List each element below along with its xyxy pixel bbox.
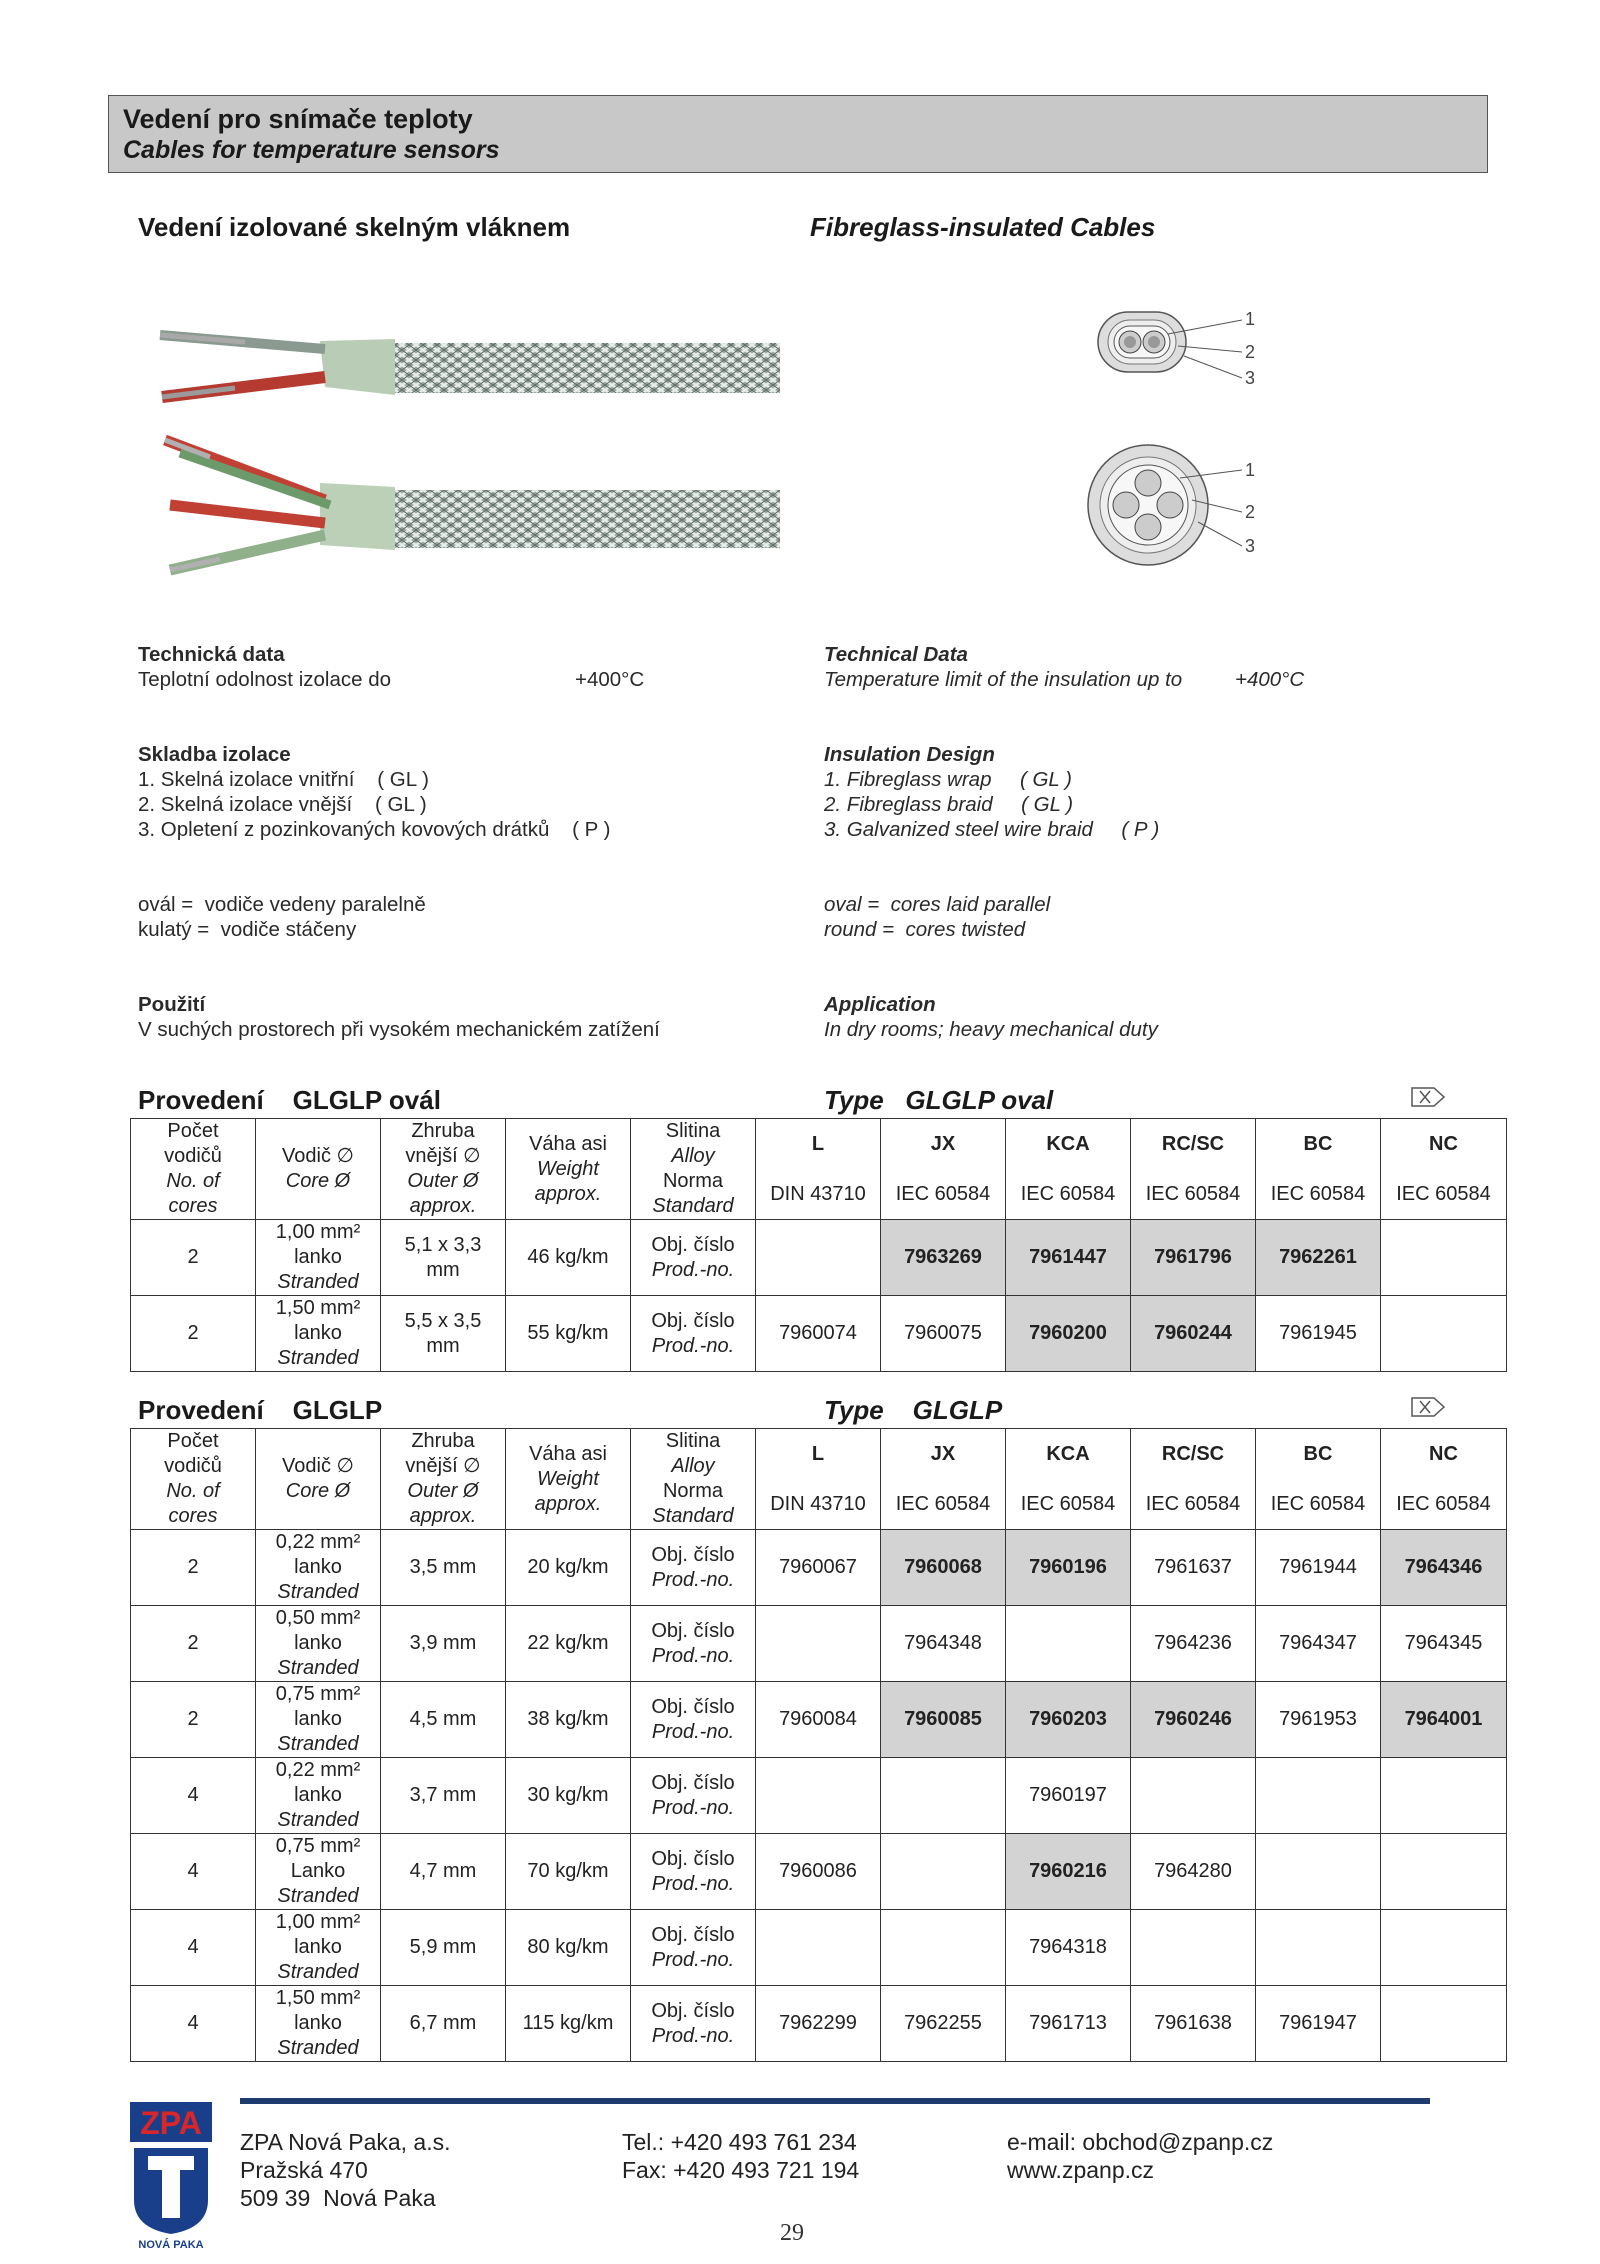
core-stranded: Stranded bbox=[277, 1657, 359, 1679]
header-cores-en: No. of bbox=[166, 1170, 220, 1192]
table2-title-en: Type GLGLP bbox=[824, 1395, 1003, 1425]
oval-label-3: 3 bbox=[1245, 368, 1256, 388]
prod-label: Prod.-no. bbox=[651, 1258, 735, 1281]
header-cores-cz: Počet bbox=[167, 1430, 219, 1452]
header-alloy-code: L bbox=[756, 1429, 881, 1480]
product-code-cell bbox=[1256, 1910, 1381, 1986]
product-code-cell: 7961713 bbox=[1006, 1986, 1131, 2062]
header-standard-code: DIN 43710 bbox=[756, 1169, 881, 1220]
core-lanko: Lanko bbox=[290, 1860, 346, 1882]
product-code-cell: 7960085 bbox=[881, 1682, 1006, 1758]
cell-prodno bbox=[631, 1758, 756, 1834]
cell-prodno bbox=[631, 1220, 756, 1296]
cell-cores: 4 bbox=[131, 1910, 256, 1986]
table-row bbox=[131, 1986, 1507, 2062]
core-lanko: lanko bbox=[294, 1246, 342, 1268]
core-section: 0,75 mm² bbox=[275, 1835, 361, 1857]
round-label-2: 2 bbox=[1245, 502, 1256, 522]
footer-divider bbox=[240, 2098, 1430, 2104]
cable-symbol-icon bbox=[1410, 1396, 1446, 1418]
header-standard-cz: Norma bbox=[662, 1170, 723, 1192]
tech-temp-label-cz: Teplotní odolnost izolace do bbox=[138, 668, 392, 691]
shape-oval-cz: ovál = vodiče vedeny paralelně bbox=[138, 893, 426, 916]
core-lanko: lanko bbox=[294, 1556, 342, 1578]
product-code-cell bbox=[1381, 1834, 1507, 1910]
cell-cores: 4 bbox=[131, 1834, 256, 1910]
core-stranded: Stranded bbox=[277, 1347, 359, 1369]
product-code-cell: 7961944 bbox=[1256, 1530, 1381, 1606]
header-core-cz: Vodič ∅ bbox=[282, 1455, 354, 1477]
product-code-cell bbox=[1131, 1910, 1256, 1986]
product-code-cell bbox=[1381, 1296, 1507, 1372]
header-core bbox=[256, 1429, 381, 1530]
footer-tel: Tel.: +420 493 761 234 bbox=[622, 2129, 857, 2155]
header-alloy-cz: Slitina bbox=[665, 1120, 721, 1142]
product-code-cell: 7964318 bbox=[1006, 1910, 1131, 1986]
insulation-item-en: 3. Galvanized steel wire braid ( P ) bbox=[824, 818, 1160, 841]
cable-photo bbox=[150, 305, 780, 595]
product-code-cell bbox=[1131, 1758, 1256, 1834]
header-alloy-code: JX bbox=[881, 1119, 1006, 1170]
round-cable bbox=[165, 440, 780, 570]
product-code-cell: 7961947 bbox=[1256, 1986, 1381, 2062]
header-cores-en: cores bbox=[168, 1195, 218, 1217]
cell-core-section bbox=[256, 1834, 381, 1910]
header-standard-code: IEC 60584 bbox=[881, 1479, 1006, 1530]
cell-cores: 2 bbox=[131, 1530, 256, 1606]
cell-prodno bbox=[631, 1606, 756, 1682]
product-code-cell: 7961796 bbox=[1131, 1220, 1256, 1296]
tech-heading-en: Technical Data bbox=[824, 643, 968, 666]
cell-weight: 115 kg/km bbox=[506, 1986, 631, 2062]
prod-label: Prod.-no. bbox=[651, 1644, 735, 1667]
footer-fax: Fax: +420 493 721 194 bbox=[622, 2157, 860, 2183]
product-code-cell bbox=[881, 1834, 1006, 1910]
cell-weight: 20 kg/km bbox=[506, 1530, 631, 1606]
product-code-cell bbox=[756, 1910, 881, 1986]
product-code-cell: 7960200 bbox=[1006, 1296, 1131, 1372]
shape-oval-en: oval = cores laid parallel bbox=[824, 893, 1051, 916]
oval-cable bbox=[160, 335, 780, 397]
header-alloy-code: RC/SC bbox=[1131, 1119, 1256, 1170]
header-core-cz: Vodič ∅ bbox=[282, 1145, 354, 1167]
insulation-item-en: 2. Fibreglass braid ( GL ) bbox=[824, 793, 1074, 816]
table-row bbox=[131, 1606, 1507, 1682]
application-text-cz: V suchých prostorech při vysokém mechanickém zatížení bbox=[138, 1018, 660, 1041]
table1-title-en: Type GLGLP oval bbox=[824, 1085, 1054, 1115]
header-cores-cz: vodičů bbox=[164, 1455, 222, 1477]
header-cores bbox=[131, 1119, 256, 1220]
header-alloy-code: KCA bbox=[1006, 1429, 1131, 1480]
product-code-cell bbox=[1006, 1606, 1131, 1682]
core-section: 1,00 mm² bbox=[275, 1221, 361, 1243]
table-row bbox=[131, 1530, 1507, 1606]
round-label-1: 1 bbox=[1245, 460, 1256, 480]
cell-core-section bbox=[256, 1220, 381, 1296]
cell-outer: 5,5 x 3,5 mm bbox=[381, 1296, 506, 1372]
product-code-cell: 7962255 bbox=[881, 1986, 1006, 2062]
header-weight bbox=[506, 1119, 631, 1220]
cell-core-section bbox=[256, 1910, 381, 1986]
table-row bbox=[131, 1758, 1507, 1834]
insulation-item-cz: 1. Skelná izolace vnitřní ( GL ) bbox=[138, 768, 429, 791]
product-code-cell bbox=[1381, 1910, 1507, 1986]
product-code-cell: 7960197 bbox=[1006, 1758, 1131, 1834]
cell-weight: 70 kg/km bbox=[506, 1834, 631, 1910]
cell-outer: 3,7 mm bbox=[381, 1758, 506, 1834]
product-code-cell: 7963269 bbox=[881, 1220, 1006, 1296]
core-section: 0,75 mm² bbox=[275, 1683, 361, 1705]
cell-core-section bbox=[256, 1758, 381, 1834]
product-code-cell: 7960216 bbox=[1006, 1834, 1131, 1910]
product-code-cell: 7964345 bbox=[1381, 1606, 1507, 1682]
product-code-cell: 7960244 bbox=[1131, 1296, 1256, 1372]
footer-city: 509 39 Nová Paka bbox=[240, 2185, 436, 2211]
product-code-cell: 7964001 bbox=[1381, 1682, 1507, 1758]
application-heading-en: Application bbox=[824, 993, 936, 1016]
product-code-cell: 7962261 bbox=[1256, 1220, 1381, 1296]
obj-label: Obj. číslo bbox=[651, 1923, 735, 1946]
obj-label: Obj. číslo bbox=[651, 1771, 735, 1794]
product-code-cell: 7961447 bbox=[1006, 1220, 1131, 1296]
obj-label: Obj. číslo bbox=[651, 1233, 735, 1256]
header-title-en: Cables for temperature sensors bbox=[123, 136, 500, 164]
cell-weight: 80 kg/km bbox=[506, 1910, 631, 1986]
core-stranded: Stranded bbox=[277, 2037, 359, 2059]
header-alloy-en: Alloy bbox=[671, 1145, 715, 1167]
header-weight-cz: Váha asi bbox=[529, 1132, 607, 1155]
core-lanko: lanko bbox=[294, 1322, 342, 1344]
table-header-row bbox=[131, 1119, 1507, 1170]
prod-label: Prod.-no. bbox=[651, 1948, 735, 1971]
obj-label: Obj. číslo bbox=[651, 1847, 735, 1870]
logo-subtext: NOVÁ PAKA bbox=[138, 2239, 204, 2250]
core-stranded: Stranded bbox=[277, 1733, 359, 1755]
core-stranded: Stranded bbox=[277, 1581, 359, 1603]
header-alloy bbox=[631, 1119, 756, 1220]
header-outer-cz: vnější ∅ bbox=[405, 1455, 481, 1477]
core-section: 0,50 mm² bbox=[275, 1607, 361, 1629]
prod-label: Prod.-no. bbox=[651, 2024, 735, 2047]
obj-label: Obj. číslo bbox=[651, 1543, 735, 1566]
cell-weight: 30 kg/km bbox=[506, 1758, 631, 1834]
product-code-cell: 7960075 bbox=[881, 1296, 1006, 1372]
product-code-cell: 7964280 bbox=[1131, 1834, 1256, 1910]
insulation-item-cz: 2. Skelná izolace vnější ( GL ) bbox=[138, 793, 427, 816]
table-row bbox=[131, 1682, 1507, 1758]
header-outer-cz: vnější ∅ bbox=[405, 1145, 481, 1167]
core-stranded: Stranded bbox=[277, 1961, 359, 1983]
footer-email[interactable]: e-mail: obchod@zpanp.cz bbox=[1007, 2129, 1274, 2155]
core-lanko: lanko bbox=[294, 1708, 342, 1730]
zpa-logo bbox=[128, 2100, 214, 2250]
core-lanko: lanko bbox=[294, 1784, 342, 1806]
cell-cores: 2 bbox=[131, 1682, 256, 1758]
logo-text: ZPA bbox=[140, 2105, 202, 2141]
product-code-cell bbox=[756, 1758, 881, 1834]
application-heading-cz: Použití bbox=[138, 993, 206, 1016]
core-stranded: Stranded bbox=[277, 1271, 359, 1293]
shape-round-cz: kulatý = vodiče stáčeny bbox=[138, 918, 357, 941]
product-code-cell bbox=[756, 1606, 881, 1682]
product-code-cell: 7960067 bbox=[756, 1530, 881, 1606]
product-code-cell: 7960068 bbox=[881, 1530, 1006, 1606]
product-code-cell: 7960084 bbox=[756, 1682, 881, 1758]
cell-weight: 55 kg/km bbox=[506, 1296, 631, 1372]
oval-label-1: 1 bbox=[1245, 309, 1256, 329]
header-weight-cz: Váha asi bbox=[529, 1442, 607, 1465]
table1-title-cz: Provedení GLGLP ovál bbox=[138, 1085, 441, 1115]
page-number: 29 bbox=[780, 2220, 804, 2246]
product-code-cell: 7964347 bbox=[1256, 1606, 1381, 1682]
cell-prodno bbox=[631, 1986, 756, 2062]
table1 bbox=[130, 1118, 1507, 1372]
tech-temp-value-cz: +400°C bbox=[575, 668, 645, 691]
cell-cores: 4 bbox=[131, 1758, 256, 1834]
core-lanko: lanko bbox=[294, 1936, 342, 1958]
obj-label: Obj. číslo bbox=[651, 1619, 735, 1642]
table2-title-cz: Provedení GLGLP bbox=[138, 1395, 383, 1425]
header-weight bbox=[506, 1429, 631, 1530]
header-cores-cz: Počet bbox=[167, 1120, 219, 1142]
product-code-cell bbox=[1256, 1758, 1381, 1834]
product-code-cell: 7960203 bbox=[1006, 1682, 1131, 1758]
table-row bbox=[131, 1834, 1507, 1910]
footer-company: ZPA Nová Paka, a.s. bbox=[240, 2129, 451, 2155]
product-code-cell: 7960074 bbox=[756, 1296, 881, 1372]
header-alloy-code: RC/SC bbox=[1131, 1429, 1256, 1480]
table-header-row bbox=[131, 1429, 1507, 1480]
footer-street: Pražská 470 bbox=[240, 2157, 368, 2183]
header-alloy-code: L bbox=[756, 1119, 881, 1170]
header-alloy-en: Alloy bbox=[671, 1455, 715, 1477]
insulation-heading-cz: Skladba izolace bbox=[138, 743, 291, 766]
cell-core-section bbox=[256, 1296, 381, 1372]
cell-prodno bbox=[631, 1682, 756, 1758]
product-code-cell: 7964348 bbox=[881, 1606, 1006, 1682]
obj-label: Obj. číslo bbox=[651, 1309, 735, 1332]
cell-prodno bbox=[631, 1296, 756, 1372]
header-weight-en: approx. bbox=[534, 1182, 602, 1205]
tech-heading-cz: Technická data bbox=[138, 643, 285, 666]
header-standard-cz: Norma bbox=[662, 1480, 723, 1502]
header-outer-en: Outer Ø bbox=[407, 1170, 479, 1192]
prod-label: Prod.-no. bbox=[651, 1334, 735, 1357]
footer-web[interactable]: www.zpanp.cz bbox=[1007, 2157, 1155, 2183]
header-alloy-code: JX bbox=[881, 1429, 1006, 1480]
cell-core-section bbox=[256, 1530, 381, 1606]
cell-core-section bbox=[256, 1986, 381, 2062]
header-cores-cz: vodičů bbox=[164, 1145, 222, 1167]
cell-outer: 4,7 mm bbox=[381, 1834, 506, 1910]
cell-outer: 6,7 mm bbox=[381, 1986, 506, 2062]
product-code-cell: 7964236 bbox=[1131, 1606, 1256, 1682]
header-standard-code: IEC 60584 bbox=[1131, 1479, 1256, 1530]
round-cross-section bbox=[1088, 445, 1255, 565]
cell-core-section bbox=[256, 1606, 381, 1682]
cell-outer: 4,5 mm bbox=[381, 1682, 506, 1758]
cell-cores: 2 bbox=[131, 1296, 256, 1372]
section-title-cz: Vedení izolované skelným vláknem bbox=[138, 212, 571, 242]
product-code-cell bbox=[756, 1220, 881, 1296]
product-code-cell: 7964346 bbox=[1381, 1530, 1507, 1606]
cell-cores: 2 bbox=[131, 1220, 256, 1296]
header-box bbox=[108, 95, 1488, 173]
cell-outer: 5,9 mm bbox=[381, 1910, 506, 1986]
table-row bbox=[131, 1220, 1507, 1296]
header-outer-cz: Zhruba bbox=[411, 1120, 475, 1142]
cell-weight: 22 kg/km bbox=[506, 1606, 631, 1682]
header-standard-en: Standard bbox=[652, 1505, 734, 1527]
prod-label: Prod.-no. bbox=[651, 1796, 735, 1819]
shape-round-en: round = cores twisted bbox=[824, 918, 1026, 941]
prod-label: Prod.-no. bbox=[651, 1872, 735, 1895]
header-outer bbox=[381, 1429, 506, 1530]
header-standard-code: IEC 60584 bbox=[1006, 1479, 1131, 1530]
header-standard-code: IEC 60584 bbox=[1256, 1479, 1381, 1530]
core-lanko: lanko bbox=[294, 1632, 342, 1654]
header-alloy-code: BC bbox=[1256, 1119, 1381, 1170]
product-code-cell: 7960246 bbox=[1131, 1682, 1256, 1758]
product-code-cell bbox=[1256, 1834, 1381, 1910]
cross-section-diagram bbox=[1080, 300, 1270, 570]
core-section: 0,22 mm² bbox=[275, 1759, 361, 1781]
header-standard-code: IEC 60584 bbox=[1381, 1479, 1507, 1530]
header-alloy bbox=[631, 1429, 756, 1530]
header-weight-en: Weight bbox=[537, 1157, 599, 1180]
product-code-cell: 7962299 bbox=[756, 1986, 881, 2062]
table-row bbox=[131, 1296, 1507, 1372]
core-section: 1,50 mm² bbox=[275, 1297, 361, 1319]
header-outer-en: Outer Ø bbox=[407, 1480, 479, 1502]
oval-label-2: 2 bbox=[1245, 342, 1256, 362]
header-cores-en: cores bbox=[168, 1505, 218, 1527]
prod-label: Prod.-no. bbox=[651, 1568, 735, 1591]
product-code-cell: 7961953 bbox=[1256, 1682, 1381, 1758]
tech-temp-label-en: Temperature limit of the insulation up to bbox=[824, 668, 1183, 691]
cell-prodno bbox=[631, 1910, 756, 1986]
cell-outer: 5,1 x 3,3 mm bbox=[381, 1220, 506, 1296]
product-code-cell: 7961638 bbox=[1131, 1986, 1256, 2062]
cell-core-section bbox=[256, 1682, 381, 1758]
product-code-cell: 7961637 bbox=[1131, 1530, 1256, 1606]
header-standard-code: IEC 60584 bbox=[1006, 1169, 1131, 1220]
cell-weight: 38 kg/km bbox=[506, 1682, 631, 1758]
cell-prodno bbox=[631, 1530, 756, 1606]
header-standard-code: IEC 60584 bbox=[1256, 1169, 1381, 1220]
header-core bbox=[256, 1119, 381, 1220]
product-code-cell bbox=[881, 1758, 1006, 1834]
core-section: 1,00 mm² bbox=[275, 1911, 361, 1933]
insulation-item-en: 1. Fibreglass wrap ( GL ) bbox=[824, 768, 1072, 791]
header-title-cz: Vedení pro snímače teploty bbox=[123, 104, 473, 134]
cable-symbol-icon bbox=[1410, 1086, 1446, 1108]
product-code-cell: 7960196 bbox=[1006, 1530, 1131, 1606]
product-code-cell: 7961945 bbox=[1256, 1296, 1381, 1372]
core-section: 0,22 mm² bbox=[275, 1531, 361, 1553]
header-core-en: Core Ø bbox=[285, 1480, 351, 1502]
product-code-cell bbox=[1381, 1986, 1507, 2062]
header-weight-en: approx. bbox=[534, 1492, 602, 1515]
cell-prodno bbox=[631, 1834, 756, 1910]
header-standard-code: IEC 60584 bbox=[1381, 1169, 1507, 1220]
header-outer-en: approx. bbox=[409, 1195, 477, 1217]
table2 bbox=[130, 1428, 1507, 2062]
header-core-en: Core Ø bbox=[285, 1170, 351, 1192]
header-alloy-cz: Slitina bbox=[665, 1430, 721, 1452]
header-cores bbox=[131, 1429, 256, 1530]
header-standard-code: IEC 60584 bbox=[1131, 1169, 1256, 1220]
insulation-heading-en: Insulation Design bbox=[824, 743, 995, 766]
header-alloy-code: NC bbox=[1381, 1429, 1507, 1480]
core-stranded: Stranded bbox=[277, 1885, 359, 1907]
cell-weight: 46 kg/km bbox=[506, 1220, 631, 1296]
header-outer-cz: Zhruba bbox=[411, 1430, 475, 1452]
header-weight-en: Weight bbox=[537, 1467, 599, 1490]
cell-cores: 2 bbox=[131, 1606, 256, 1682]
header-standard-en: Standard bbox=[652, 1195, 734, 1217]
product-code-cell bbox=[881, 1910, 1006, 1986]
header-alloy-code: BC bbox=[1256, 1429, 1381, 1480]
obj-label: Obj. číslo bbox=[651, 1695, 735, 1718]
oval-cross-section bbox=[1098, 309, 1255, 388]
product-code-cell bbox=[1381, 1220, 1507, 1296]
core-section: 1,50 mm² bbox=[275, 1987, 361, 2009]
cell-outer: 3,9 mm bbox=[381, 1606, 506, 1682]
cell-outer: 3,5 mm bbox=[381, 1530, 506, 1606]
obj-label: Obj. číslo bbox=[651, 1999, 735, 2022]
cell-cores: 4 bbox=[131, 1986, 256, 2062]
tech-temp-value-en: +400°C bbox=[1235, 668, 1305, 691]
header-cores-en: No. of bbox=[166, 1480, 220, 1502]
section-title-en: Fibreglass-insulated Cables bbox=[810, 212, 1156, 242]
header-alloy-code: NC bbox=[1381, 1119, 1507, 1170]
table-row bbox=[131, 1910, 1507, 1986]
header-outer bbox=[381, 1119, 506, 1220]
insulation-item-cz: 3. Opletení z pozinkovaných kovových drátků ( P ) bbox=[138, 818, 611, 841]
application-text-en: In dry rooms; heavy mechanical duty bbox=[824, 1018, 1158, 1041]
round-label-3: 3 bbox=[1245, 536, 1256, 556]
prod-label: Prod.-no. bbox=[651, 1720, 735, 1743]
core-lanko: lanko bbox=[294, 2012, 342, 2034]
header-outer-en: approx. bbox=[409, 1505, 477, 1527]
product-code-cell: 7960086 bbox=[756, 1834, 881, 1910]
header-standard-code: DIN 43710 bbox=[756, 1479, 881, 1530]
product-code-cell bbox=[1381, 1758, 1507, 1834]
core-stranded: Stranded bbox=[277, 1809, 359, 1831]
header-alloy-code: KCA bbox=[1006, 1119, 1131, 1170]
header-standard-code: IEC 60584 bbox=[881, 1169, 1006, 1220]
